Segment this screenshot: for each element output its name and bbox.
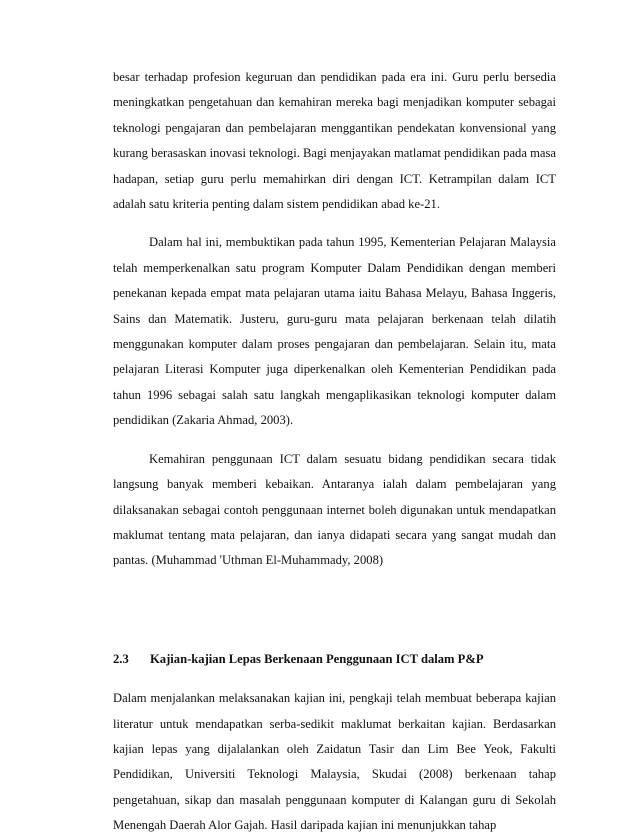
heading-spacer [113, 672, 556, 686]
section-heading [113, 647, 556, 672]
paragraph-computer-program-1995: Dalam hal ini, membuktikan pada tahun 1995, Kementerian Pelajaran Malaysia telah memperkenalkan satu program Komputer Dalam Pendidikan dengan memberi penekanan kepada empat mata pelajaran utama iaitu Bahasa Melayu, Bahasa Inggeris, Sains dan Matematik. Justeru, guru-guru mata pelajaran berkenaan telah dilatih menggunakan komputer dalam proses pengajaran dan pembelajaran. Selain itu, mata pelajaran Literasi Komputer juga diperkenalkan oleh Kementerian Pendidikan pada tahun 1996 sebagai salah satu langkah mengaplikasikan teknologi komputer dalam pendidikan (Zakaria Ahmad, 2003). [113, 235, 556, 428]
paragraph-spacer [113, 217, 556, 230]
paragraph-spacer [113, 434, 556, 447]
paragraph-ict-benefits: Kemahiran penggunaan ICT dalam sesuatu bidang pendidikan secara tidak langsung banyak memberi kebaikan. Antaranya ialah dalam pembelajaran yang dilaksanakan sebagai contoh penggunaan internet boleh digunakan untuk mendapatkan maklumat tentang mata pelajaran, dan ianya didapati secara yang sangat mudah dan pantas. (Muhammad 'Uthman El-Muhammady, 2008) [113, 451, 556, 568]
section-title: Kajian-kajian Lepas Berkenaan Penggunaan ICT dalam P&P [150, 651, 484, 666]
paragraph-ict-teachers: besar terhadap profesion keguruan dan pendidikan pada era ini. Guru perlu bersedia meningkatkan pengetahuan dan kemahiran mereka bagi menjadikan komputer sebagai teknologi pengajaran dan pembelajaran menggantikan pendekatan konvensional yang kurang berasaskan inovasi teknologi. Bagi menjayakan matlamat pendidikan pada masa hadapan, setiap guru perlu memahirkan diri dengan ICT. Ketrampilan dalam ICT adalah satu kriteria penting dalam sistem pendidikan abad ke-21. [113, 70, 556, 212]
section-number: 2.3 [113, 651, 129, 666]
section-spacer [113, 574, 556, 647]
document-page [113, 65, 556, 839]
paragraph-literature-review: Dalam menjalankan melaksanakan kajian ini, pengkaji telah membuat beberapa kajian literatur untuk mendapatkan serba-sedikit maklumat berkaitan kajian. Berdasarkan kajian lepas yang dijalalankan oleh Zaidatun Tasir dan Lim Bee Yeok, Fakulti Pendidikan, Universiti Teknologi Malaysia, Skudai (2008) berkenaan tahap pengetahuan, sikap dan masalah penggunaan komputer di Kalangan guru di Sekolah Menengah Daerah Alor Gajah. Hasil daripada kajian ini menunjukkan tahap [113, 691, 556, 833]
